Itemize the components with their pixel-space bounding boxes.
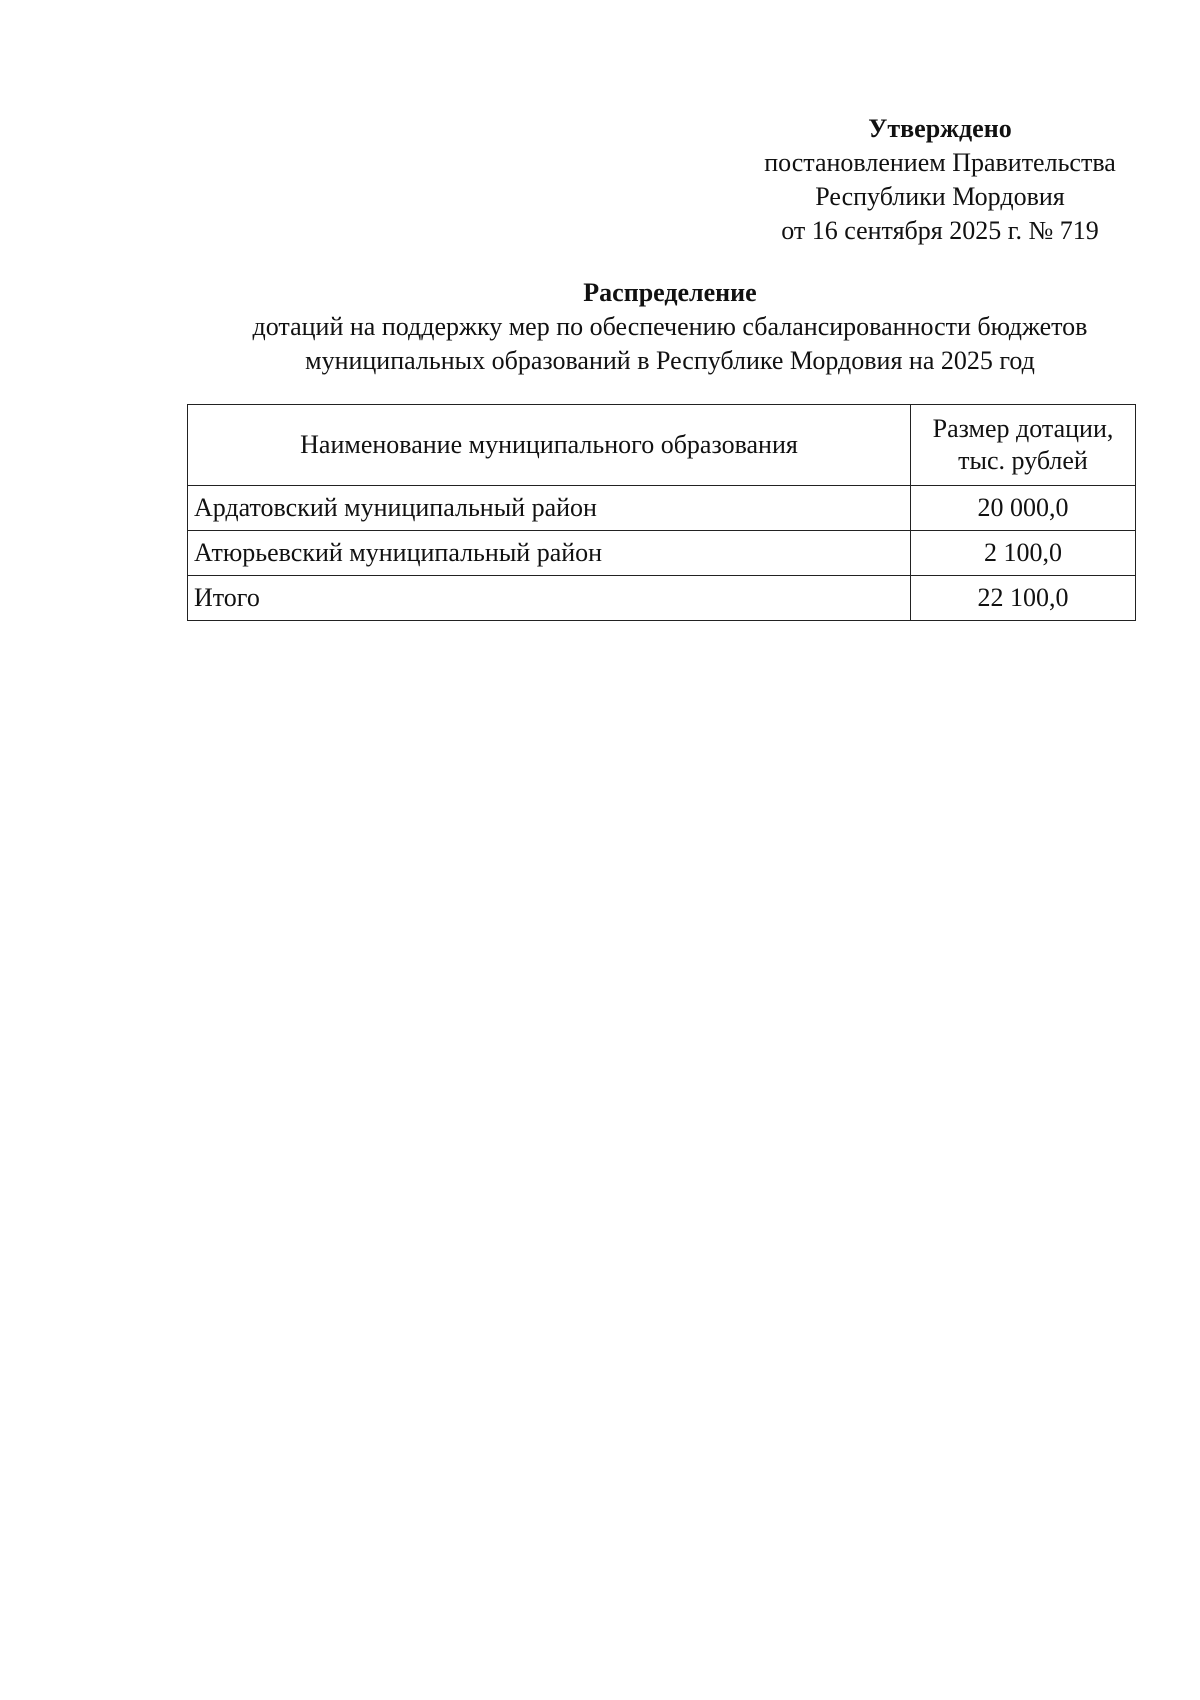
row-name: Ардатовский муниципальный район	[188, 486, 911, 531]
table-row	[188, 486, 1136, 531]
header-amount	[911, 405, 1136, 486]
header-amount-line-1: Размер дотации,	[932, 414, 1114, 443]
total-amount: 22 100,0	[911, 576, 1136, 621]
approval-block	[730, 112, 1150, 248]
header-amount-line-2: тыс. рублей	[958, 446, 1088, 475]
document-heading	[150, 276, 1190, 378]
document-subtitle-line-2: муниципальных образований в Республике Мордовия на 2025 год	[305, 346, 1035, 375]
approval-line-1: постановлением Правительства	[764, 148, 1116, 177]
table-row-total	[188, 576, 1136, 621]
header-name: Наименование муниципального образования	[188, 405, 911, 486]
total-label: Итого	[188, 576, 911, 621]
document-title: Распределение	[583, 278, 757, 307]
row-amount: 20 000,0	[911, 486, 1136, 531]
row-name: Атюрьевский муниципальный район	[188, 531, 911, 576]
distribution-table	[187, 404, 1136, 621]
table-header-row	[188, 405, 1136, 486]
approval-title: Утверждено	[868, 114, 1012, 143]
table-row	[188, 531, 1136, 576]
row-amount: 2 100,0	[911, 531, 1136, 576]
approval-line-3: от 16 сентября 2025 г. № 719	[781, 216, 1099, 245]
document-subtitle-line-1: дотаций на поддержку мер по обеспечению сбалансированности бюджетов	[252, 312, 1088, 341]
approval-line-2: Республики Мордовия	[815, 182, 1065, 211]
